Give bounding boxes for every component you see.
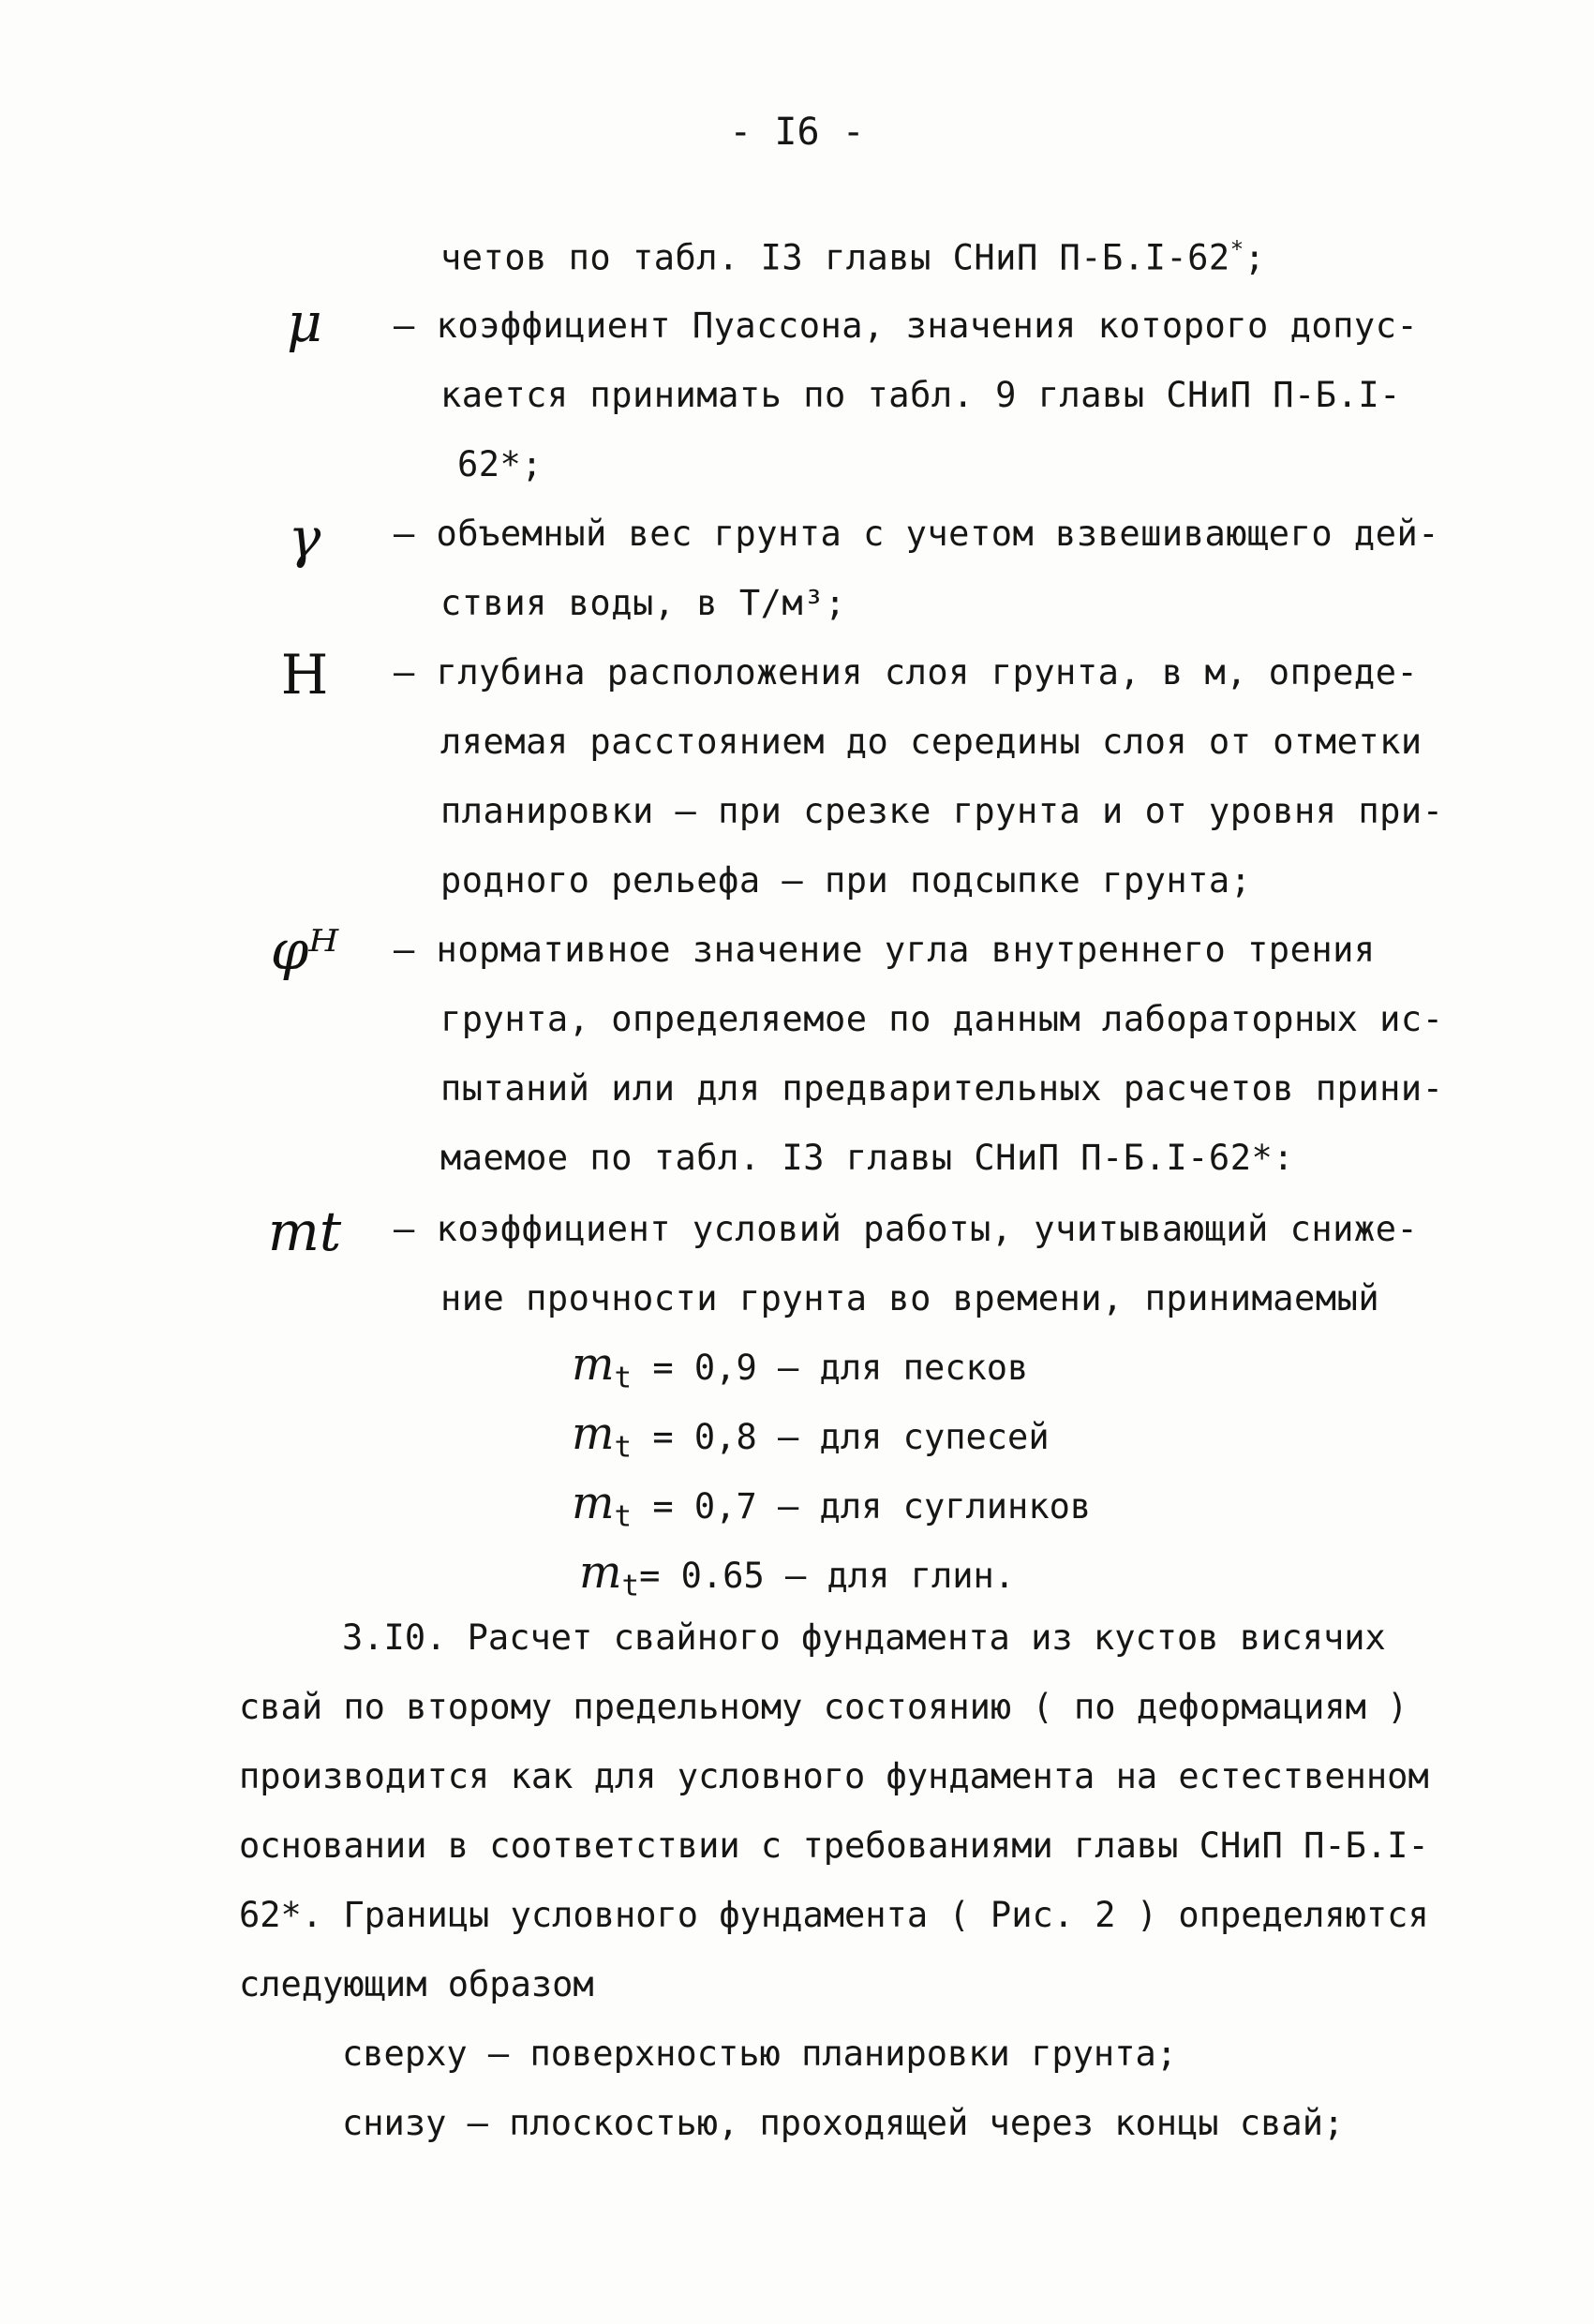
definition-h-line-4: родного рельефа – при подсыпке грунта; <box>440 860 1252 901</box>
definition-gamma-line-1: – объемный вес грунта с учетом взвешивающего дей- <box>394 514 1440 554</box>
paragraph-line-1: 3.I0. Расчет свайного фундамента из кустов висячих <box>342 1617 1386 1658</box>
page-number: - I6 - <box>729 111 865 154</box>
definition-phi-line-1: – нормативное значение угла внутреннего трения <box>394 930 1376 970</box>
definition-mu-line-3: 62*; <box>457 444 544 484</box>
symbol-m-t: mt <box>267 1199 342 1263</box>
symbol-phi: φᴴ <box>270 918 339 982</box>
bound-top: сверху – поверхностью планировки грунта; <box>342 2034 1178 2074</box>
definition-phi-line-3: пытаний или для предварительных расчетов прини- <box>440 1068 1444 1109</box>
definition-mt-line-1: – коэффициент условий работы, учитывающий сниже- <box>394 1209 1419 1249</box>
paragraph-line-6: следующим образом <box>239 1964 594 2004</box>
coefficient-loam: $m_t = 0,7$ – для суглинков <box>572 1477 1092 1534</box>
definition-mu-line-1: – коэффициент Пуассона, значения которого допус- <box>394 305 1419 346</box>
paragraph-line-4: основании в соответствии с требованиями главы СНиП П-Б.I- <box>239 1825 1429 1866</box>
definition-h-line-3: планировки – при срезке грунта и от уровня при- <box>440 791 1444 831</box>
coefficient-clay: $m_t= 0.65$ – для глин. <box>579 1546 1016 1603</box>
paragraph-line-5: 62*. Границы условного фундамента ( Рис. 2 ) определяются <box>239 1895 1429 1935</box>
symbol-gamma: γ <box>288 506 321 570</box>
symbol-h: H <box>280 643 329 707</box>
definition-phi-line-4: маемое по табл. I3 главы СНиП П-Б.I-62*: <box>440 1138 1295 1178</box>
definition-mt-line-2: ние прочности грунта во времени, принимаемый <box>440 1278 1380 1318</box>
coefficient-sandy-loam: $m_t = 0,8$ – для супесей <box>572 1408 1050 1465</box>
paragraph-line-3: производится как для условного фундамента на естественном <box>239 1756 1429 1796</box>
coefficient-sand: $m_t = 0,9$ – для песков <box>572 1338 1029 1395</box>
bound-bottom: снизу – плоскостью, проходящей через концы свай; <box>342 2103 1345 2143</box>
definition-h-line-1: – глубина расположения слоя грунта, в м, опреде- <box>394 652 1419 693</box>
definition-continuation-line: четов по табл. I3 главы СНиП П-Б.I-62*; <box>440 236 1266 278</box>
definition-h-line-2: ляемая расстоянием до середины слоя от отметки <box>440 722 1423 762</box>
definition-phi-line-2: грунта, определяемое по данным лабораторных ис- <box>440 999 1444 1039</box>
definition-mu-line-2: кается принимать по табл. 9 главы СНиП П-Б.I- <box>440 375 1401 415</box>
symbol-mu: μ <box>287 290 322 354</box>
definition-gamma-line-2: ствия воды, в Т/м³; <box>440 583 846 623</box>
paragraph-line-2: свай по второму предельному состоянию ( по деформациям ) <box>239 1687 1408 1727</box>
